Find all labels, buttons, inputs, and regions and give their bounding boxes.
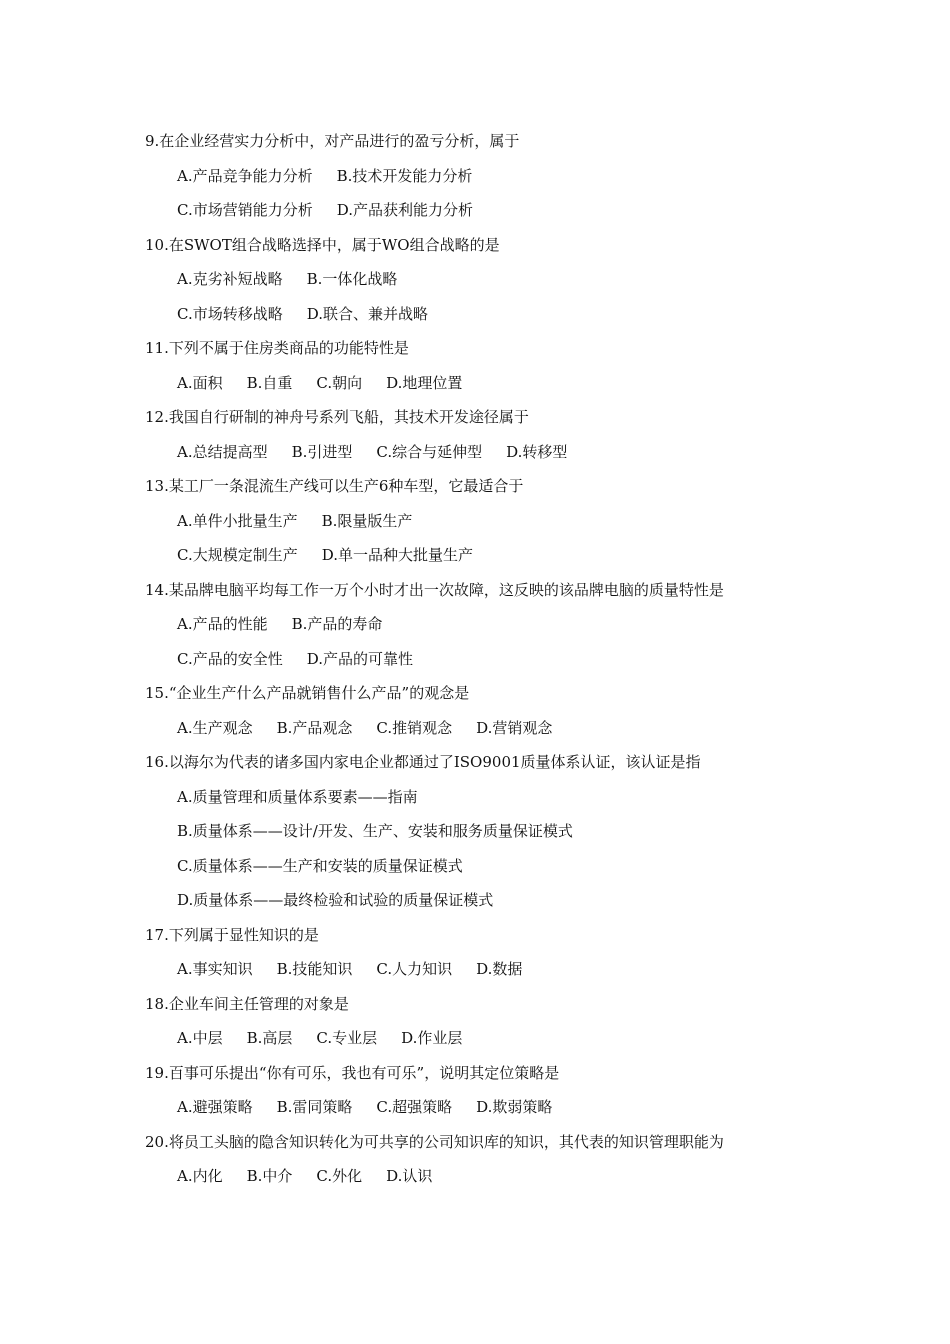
- answer-option: A.质量管理和质量体系要素——指南: [177, 787, 418, 806]
- option-row: [145, 883, 935, 918]
- question-stem: 20.将员工头脑的隐含知识转化为可共享的公司知识库的知识，其代表的知识管理职能为: [145, 1132, 724, 1151]
- answer-option: B.雷同策略: [276, 1098, 353, 1116]
- option-row: [145, 1159, 935, 1194]
- answer-option: B.产品的寿命: [291, 615, 383, 633]
- option-row: [145, 607, 935, 642]
- option-row: [145, 435, 935, 470]
- answer-option: A.产品竞争能力分析: [177, 166, 313, 185]
- question-block: [145, 469, 935, 573]
- answer-option: C.超强策略: [376, 1098, 453, 1116]
- answer-option: C.专业层: [316, 1029, 378, 1047]
- answer-option: D.产品的可靠性: [306, 649, 413, 668]
- answer-option: B.自重: [246, 373, 293, 392]
- option-row: [145, 262, 935, 297]
- answer-option: B.技术开发能力分析: [336, 166, 473, 185]
- answer-option: A.内化: [177, 1167, 223, 1185]
- question-block: [145, 745, 935, 918]
- option-row: [145, 780, 935, 815]
- question-stem: 18.企业车间主任管理的对象是: [145, 994, 349, 1013]
- question-stem: 19.百事可乐提出“你有可乐，我也有可乐”，说明其定位策略是: [145, 1063, 560, 1082]
- question-block: [145, 1125, 935, 1194]
- question-block: [145, 124, 935, 228]
- answer-option: C.市场转移战略: [177, 304, 283, 323]
- option-row: [145, 711, 935, 746]
- answer-option: A.中层: [177, 1029, 223, 1047]
- answer-option: B.中介: [246, 1167, 293, 1185]
- option-row: [145, 849, 935, 884]
- answer-option: B.产品观念: [276, 718, 353, 737]
- question-stem: 12.我国自行研制的神舟号系列飞船，其技术开发途径属于: [145, 408, 529, 426]
- answer-option: D.地理位置: [386, 373, 463, 392]
- answer-option: D.欺弱策略: [476, 1098, 553, 1116]
- answer-option: C.推销观念: [376, 718, 453, 737]
- answer-option: C.外化: [316, 1167, 363, 1185]
- answer-option: D.单一品种大批量生产: [321, 546, 473, 564]
- question-block: [145, 987, 935, 1056]
- option-row: [145, 1090, 935, 1125]
- question-stem: 10.在SWOT组合战略选择中，属于WO组合战略的是: [145, 235, 500, 254]
- answer-option: D.作业层: [401, 1029, 463, 1047]
- question-stem: 17.下列属于显性知识的是: [145, 925, 319, 944]
- answer-option: C.市场营销能力分析: [177, 201, 313, 219]
- answer-option: A.生产观念: [177, 718, 253, 737]
- question-block: [145, 331, 935, 400]
- answer-option: A.面积: [177, 373, 223, 392]
- option-row: [145, 814, 935, 849]
- answer-option: D.产品获利能力分析: [336, 201, 473, 219]
- answer-option: D.数据: [476, 960, 523, 978]
- question-block: [145, 676, 935, 745]
- answer-option: C.质量体系——生产和安装的质量保证模式: [177, 856, 463, 875]
- question-block: [145, 400, 935, 469]
- answer-option: D.联合、兼并战略: [306, 304, 428, 323]
- answer-option: D.认识: [386, 1167, 433, 1185]
- question-list: [145, 124, 935, 1194]
- question-stem: 9.在企业经营实力分析中，对产品进行的盈亏分析，属于: [145, 132, 520, 150]
- option-row: [145, 297, 935, 332]
- question-stem: 14.某品牌电脑平均每工作一万个小时才出一次故障，这反映的该品牌电脑的质量特性是: [145, 580, 724, 599]
- question-stem: 13.某工厂一条混流生产线可以生产6种车型，它最适合于: [145, 477, 524, 495]
- question-block: [145, 228, 935, 332]
- question-block: [145, 573, 935, 677]
- question-block: [145, 1056, 935, 1125]
- answer-option: A.事实知识: [177, 960, 253, 978]
- answer-option: A.总结提高型: [177, 442, 268, 461]
- answer-option: B.高层: [246, 1029, 293, 1047]
- question-block: [145, 918, 935, 987]
- option-row: [145, 952, 935, 987]
- answer-option: C.朝向: [316, 373, 363, 392]
- answer-option: D.营销观念: [476, 718, 553, 737]
- answer-option: B.技能知识: [276, 960, 353, 978]
- answer-option: B.一体化战略: [306, 270, 398, 288]
- answer-option: A.避强策略: [177, 1098, 253, 1116]
- answer-option: C.大规模定制生产: [177, 546, 298, 564]
- option-row: [145, 1021, 935, 1056]
- answer-option: D.质量体系——最终检验和试验的质量保证模式: [177, 891, 494, 909]
- option-row: [145, 504, 935, 539]
- option-row: [145, 642, 935, 677]
- answer-option: C.产品的安全性: [177, 649, 283, 668]
- option-row: [145, 193, 935, 228]
- question-stem: 11.下列不属于住房类商品的功能特性是: [145, 339, 409, 357]
- answer-option: D.转移型: [506, 442, 568, 461]
- answer-option: C.人力知识: [376, 960, 453, 978]
- answer-option: B.限量版生产: [321, 511, 413, 530]
- answer-option: A.克劣补短战略: [177, 270, 283, 288]
- question-stem: 15.“企业生产什么产品就销售什么产品”的观念是: [145, 684, 470, 702]
- answer-option: A.产品的性能: [177, 615, 268, 633]
- answer-option: C.综合与延伸型: [376, 442, 483, 461]
- option-row: [145, 538, 935, 573]
- answer-option: B.质量体系——设计/开发、生产、安装和服务质量保证模式: [177, 822, 573, 840]
- question-stem: 16.以海尔为代表的诸多国内家电企业都通过了ISO9001质量体系认证，该认证是指: [145, 753, 701, 771]
- option-row: [145, 159, 935, 194]
- option-row: [145, 366, 935, 401]
- answer-option: A.单件小批量生产: [177, 511, 298, 530]
- answer-option: B.引进型: [291, 442, 353, 461]
